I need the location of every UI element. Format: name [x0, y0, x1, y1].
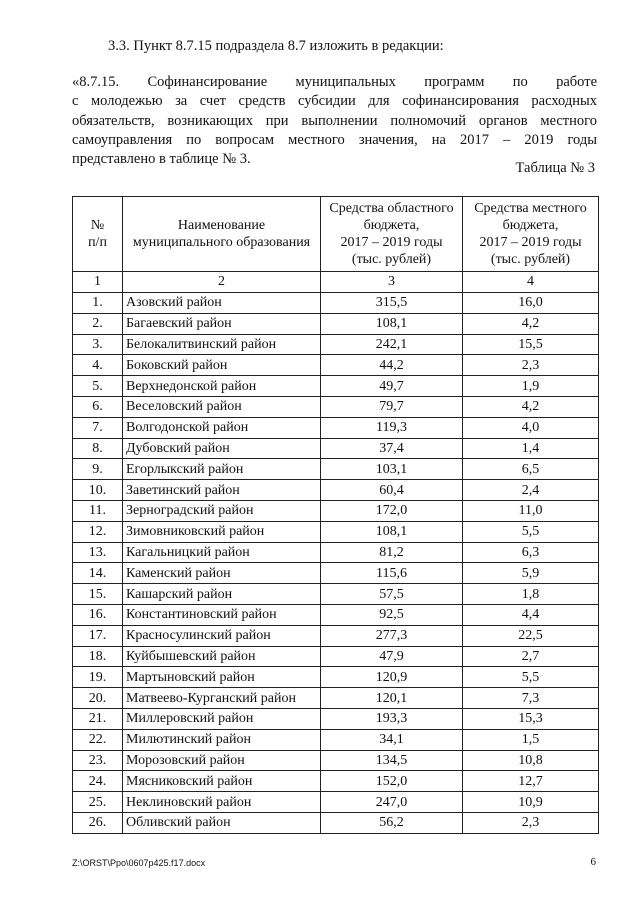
municipality-name: Красносулинский район: [123, 625, 321, 646]
row-number: 22.: [73, 729, 123, 750]
row-number: 2.: [73, 313, 123, 334]
regional-budget-value: 47,9: [321, 646, 463, 667]
paragraph-line: самоуправления по вопросам местного значения, на 2017 – 2019 годы: [72, 131, 597, 148]
table-row: [73, 355, 599, 376]
paragraph-line: с молодежью за счет средств субсидии для софинансирования расходных: [72, 93, 597, 110]
table-row: [73, 646, 599, 667]
regional-budget-value: 115,6: [321, 563, 463, 584]
local-budget-value: 4,2: [463, 396, 599, 417]
municipality-name: Дубовский район: [123, 438, 321, 459]
table-row: [73, 459, 599, 480]
row-number: 4.: [73, 355, 123, 376]
table-row: [73, 708, 599, 729]
table-header-row: [73, 197, 599, 272]
municipality-name: Зерноградский район: [123, 500, 321, 521]
table-row: [73, 771, 599, 792]
local-budget-value: 5,9: [463, 563, 599, 584]
table-row: [73, 293, 599, 314]
regional-budget-value: 34,1: [321, 729, 463, 750]
table-row: [73, 480, 599, 501]
municipality-name: Милютинский район: [123, 729, 321, 750]
table-row: [73, 729, 599, 750]
local-budget-value: 4,0: [463, 417, 599, 438]
local-budget-value: 15,5: [463, 334, 599, 355]
local-budget-value: 6,3: [463, 542, 599, 563]
regional-budget-value: 277,3: [321, 625, 463, 646]
row-number: 10.: [73, 480, 123, 501]
municipality-name: Константиновский район: [123, 604, 321, 625]
regional-budget-value: 108,1: [321, 521, 463, 542]
municipality-name: Волгодонской район: [123, 417, 321, 438]
column-number: 2: [123, 272, 321, 293]
regional-budget-value: 92,5: [321, 604, 463, 625]
regional-budget-value: 193,3: [321, 708, 463, 729]
regional-budget-value: 120,9: [321, 667, 463, 688]
row-number: 13.: [73, 542, 123, 563]
row-number: 11.: [73, 500, 123, 521]
municipality-name: Каменский район: [123, 563, 321, 584]
regional-budget-value: 56,2: [321, 812, 463, 833]
regional-budget-value: 81,2: [321, 542, 463, 563]
table-row: [73, 334, 599, 355]
table-caption: Таблица № 3: [515, 160, 595, 176]
table-row: [73, 812, 599, 833]
row-number: 20.: [73, 688, 123, 709]
row-number: 12.: [73, 521, 123, 542]
local-budget-value: 2,4: [463, 480, 599, 501]
table-row: [73, 604, 599, 625]
row-number: 17.: [73, 625, 123, 646]
municipality-name: Неклиновский район: [123, 792, 321, 813]
column-number: 4: [463, 272, 599, 293]
column-number: 1: [73, 272, 123, 293]
local-budget-value: 5,5: [463, 521, 599, 542]
regional-budget-value: 108,1: [321, 313, 463, 334]
row-number: 1.: [73, 293, 123, 314]
municipality-name: Зимовниковский район: [123, 521, 321, 542]
row-number: 19.: [73, 667, 123, 688]
table-row: [73, 438, 599, 459]
regional-budget-value: 103,1: [321, 459, 463, 480]
row-number: 5.: [73, 376, 123, 397]
regional-budget-value: 172,0: [321, 500, 463, 521]
row-number: 8.: [73, 438, 123, 459]
paragraph-line: представлено в таблице № 3.: [72, 151, 251, 168]
municipality-name: Мясниковский район: [123, 771, 321, 792]
municipality-name: Азовский район: [123, 293, 321, 314]
local-budget-value: 10,8: [463, 750, 599, 771]
local-budget-value: 1,5: [463, 729, 599, 750]
local-budget-value: 2,3: [463, 812, 599, 833]
table-row: [73, 584, 599, 605]
municipality-name: Верхнедонской район: [123, 376, 321, 397]
row-number: 18.: [73, 646, 123, 667]
municipality-name: Обливский район: [123, 812, 321, 833]
local-budget-value: 6,5: [463, 459, 599, 480]
footer-file-path: Z:\ORST\Ppo\0607p425.f17.docx: [72, 858, 206, 868]
table-row: [73, 396, 599, 417]
regional-budget-value: 119,3: [321, 417, 463, 438]
column-number-row: [73, 272, 599, 293]
regional-budget-value: 120,1: [321, 688, 463, 709]
municipality-name: Веселовский район: [123, 396, 321, 417]
regional-budget-value: 37,4: [321, 438, 463, 459]
table-row: [73, 625, 599, 646]
table-row: [73, 667, 599, 688]
local-budget-value: 1,8: [463, 584, 599, 605]
header-regional-budget: Средства областного бюджета, 2017 – 2019 годы (тыс. рублей): [321, 197, 463, 272]
page-number: 6: [590, 856, 596, 868]
local-budget-value: 7,3: [463, 688, 599, 709]
row-number: 3.: [73, 334, 123, 355]
local-budget-value: 10,9: [463, 792, 599, 813]
row-number: 21.: [73, 708, 123, 729]
local-budget-value: 5,5: [463, 667, 599, 688]
local-budget-value: 1,9: [463, 376, 599, 397]
municipality-name: Боковский район: [123, 355, 321, 376]
regional-budget-value: 247,0: [321, 792, 463, 813]
row-number: 9.: [73, 459, 123, 480]
regional-budget-value: 49,7: [321, 376, 463, 397]
municipality-name: Багаевский район: [123, 313, 321, 334]
municipality-name: Морозовский район: [123, 750, 321, 771]
row-number: 15.: [73, 584, 123, 605]
row-number: 26.: [73, 812, 123, 833]
municipality-name: Егорлыкский район: [123, 459, 321, 480]
column-number: 3: [321, 272, 463, 293]
row-number: 14.: [73, 563, 123, 584]
table-row: [73, 376, 599, 397]
local-budget-value: 15,3: [463, 708, 599, 729]
header-number: № п/п: [73, 197, 123, 272]
table-row: [73, 792, 599, 813]
municipality-name: Мартыновский район: [123, 667, 321, 688]
row-number: 16.: [73, 604, 123, 625]
section-heading: 3.3. Пункт 8.7.15 подраздела 8.7 изложить в редакции:: [108, 38, 444, 54]
local-budget-value: 16,0: [463, 293, 599, 314]
municipality-name: Куйбышевский район: [123, 646, 321, 667]
subsidy-table: [72, 196, 599, 834]
table-row: [73, 750, 599, 771]
municipality-name: Матвеево-Курганский район: [123, 688, 321, 709]
municipality-name: Кашарский район: [123, 584, 321, 605]
table-row: [73, 313, 599, 334]
header-local-budget: Средства местного бюджета, 2017 – 2019 годы (тыс. рублей): [463, 197, 599, 272]
row-number: 23.: [73, 750, 123, 771]
table-row: [73, 563, 599, 584]
municipality-name: Заветинский район: [123, 480, 321, 501]
table-row: [73, 417, 599, 438]
paragraph-line: «8.7.15. Софинансирование муниципальных программ по работе: [72, 74, 597, 90]
row-number: 24.: [73, 771, 123, 792]
regional-budget-value: 242,1: [321, 334, 463, 355]
regional-budget-value: 152,0: [321, 771, 463, 792]
local-budget-value: 4,4: [463, 604, 599, 625]
municipality-name: Белокалитвинский район: [123, 334, 321, 355]
regional-budget-value: 134,5: [321, 750, 463, 771]
paragraph-line: обязательств, возникающих при выполнении полномочий органов местного: [72, 112, 597, 129]
regional-budget-value: 60,4: [321, 480, 463, 501]
local-budget-value: 11,0: [463, 500, 599, 521]
table-row: [73, 500, 599, 521]
row-number: 6.: [73, 396, 123, 417]
paragraph-text: [72, 73, 597, 169]
header-municipality: Наименование муниципального образования: [123, 197, 321, 272]
table-row: [73, 542, 599, 563]
local-budget-value: 2,7: [463, 646, 599, 667]
row-number: 7.: [73, 417, 123, 438]
regional-budget-value: 315,5: [321, 293, 463, 314]
row-number: 25.: [73, 792, 123, 813]
table-row: [73, 688, 599, 709]
municipality-name: Кагальницкий район: [123, 542, 321, 563]
local-budget-value: 4,2: [463, 313, 599, 334]
regional-budget-value: 44,2: [321, 355, 463, 376]
table-row: [73, 521, 599, 542]
local-budget-value: 12,7: [463, 771, 599, 792]
local-budget-value: 1,4: [463, 438, 599, 459]
local-budget-value: 22,5: [463, 625, 599, 646]
regional-budget-value: 79,7: [321, 396, 463, 417]
regional-budget-value: 57,5: [321, 584, 463, 605]
local-budget-value: 2,3: [463, 355, 599, 376]
municipality-name: Миллеровский район: [123, 708, 321, 729]
